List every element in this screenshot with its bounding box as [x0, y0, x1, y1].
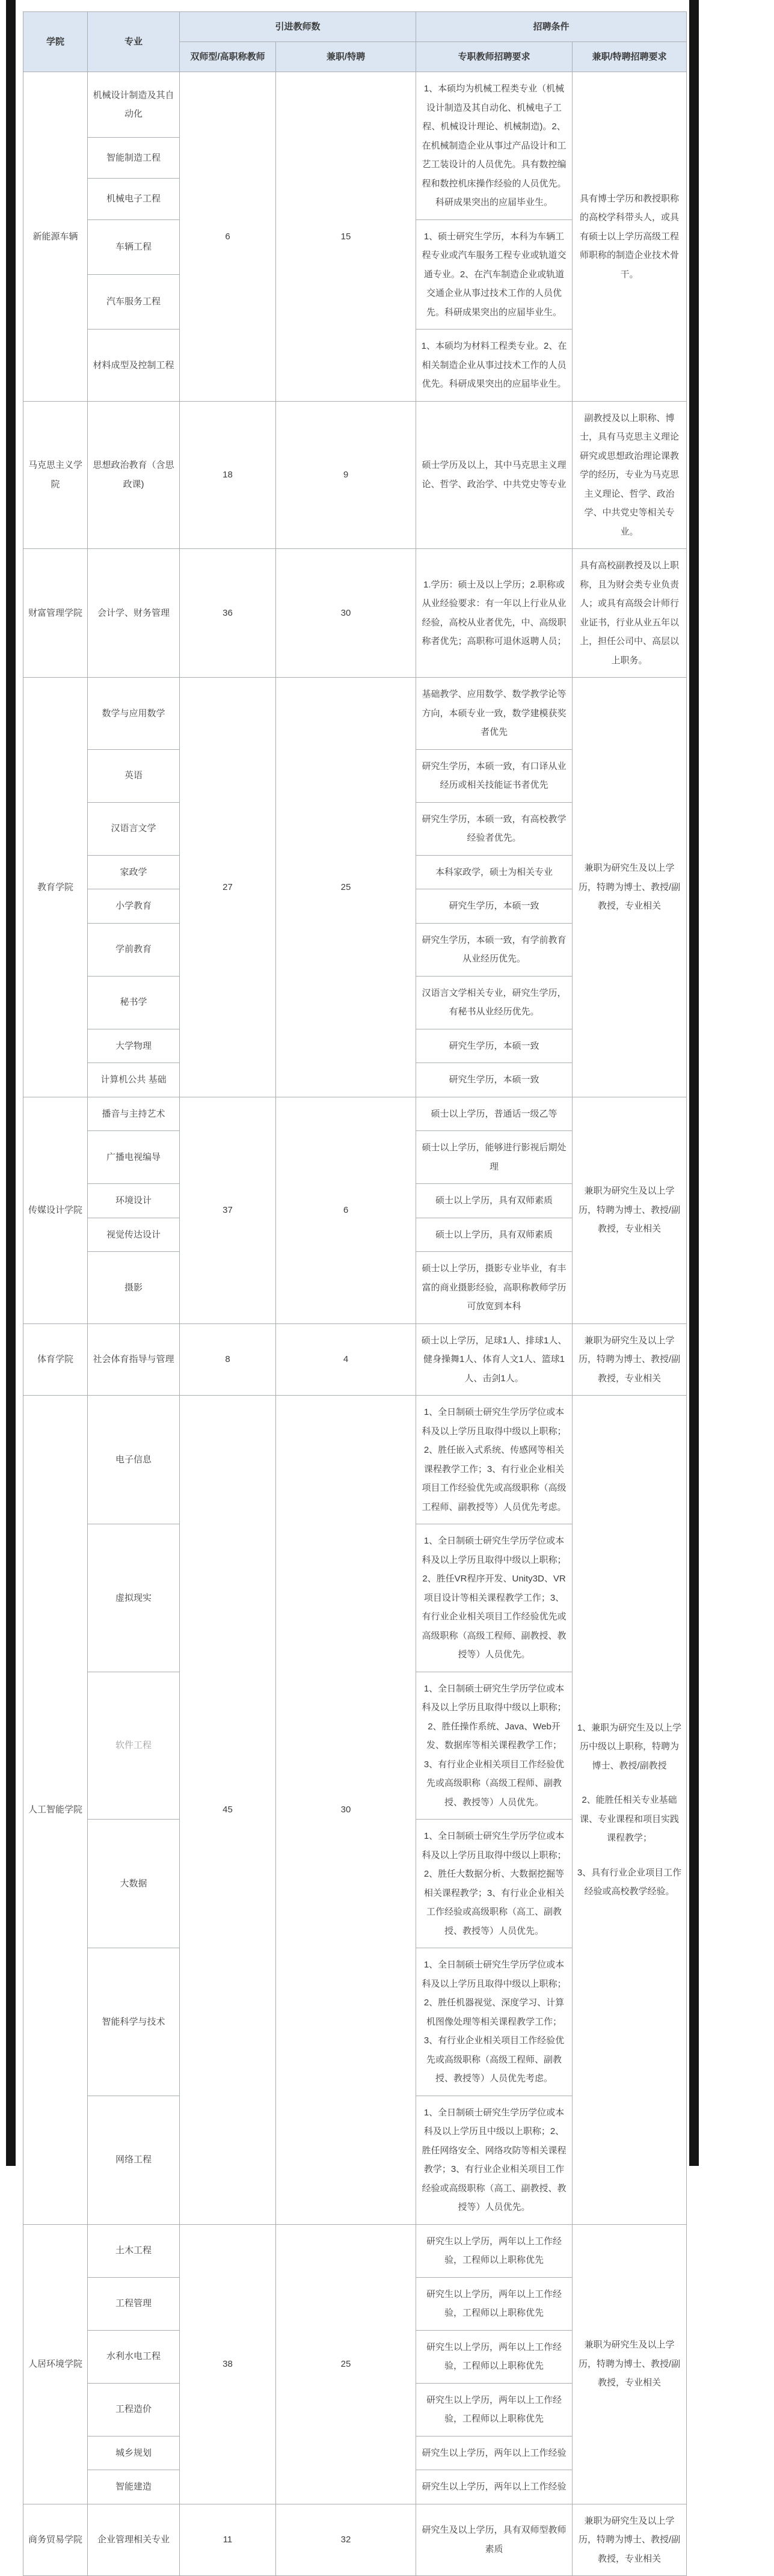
- major-cell: 视觉传达设计: [88, 1218, 180, 1252]
- major-cell: 智能科学与技术: [88, 1948, 180, 2096]
- major-cell: 秘书学: [88, 976, 180, 1029]
- major-cell: 大学物理: [88, 1029, 180, 1063]
- fulltime-req-cell: 本科家政学，硕士为相关专业: [416, 855, 573, 889]
- college-cell: 人居环境学院: [23, 2224, 88, 2504]
- major-cell: 汉语言文学: [88, 802, 180, 855]
- fulltime-req-cell: 基础教学、应用数学、数学教学论等方向，本硕专业一致，数学建模获奖者优先: [416, 678, 573, 750]
- dual-teacher-count-cell: 38: [180, 2224, 276, 2504]
- college-cell: 商务贸易学院: [23, 2504, 88, 2576]
- header-parttime-req: 兼职/特聘招聘要求: [573, 42, 687, 72]
- fulltime-req-cell: 1、本硕均为机械工程类专业（机械设计制造及其自动化、机械电子工程、机械设计理论、机械制造)。2、在机械制造企业从事过产品设计和工艺工装设计的人员优先。具有数控编程和数控机床操作经验的人员优先。科研成果突出的应届毕业生。: [416, 72, 573, 220]
- major-cell: 社会体育指导与管理: [88, 1323, 180, 1396]
- table-row: [23, 2504, 687, 2576]
- parttime-req-cell: [573, 401, 687, 549]
- major-cell: 智能建造: [88, 2470, 180, 2504]
- fulltime-req-cell: 研究生学历，本硕一致: [416, 1063, 573, 1097]
- header-dual-teacher: 双师型/高职称教师: [180, 42, 276, 72]
- parttime-req-paragraph: 兼职为研究生及以上学历，特聘为博士、教授/副教授，专业相关: [578, 2340, 681, 2388]
- fulltime-req-cell: 研究生以上学历，两年以上工作经验，工程师以上职称优先: [416, 2383, 573, 2436]
- major-cell: 城乡规划: [88, 2436, 180, 2470]
- fulltime-req-cell: 硕士以上学历，具有双师素质: [416, 1184, 573, 1218]
- fulltime-req-cell: 1、全日制硕士研究生学历学位或本科及以上学历且取得中级以上职称；2、胜任操作系统、Java、Web开发、数据库等相关课程教学工作；3、有行业企业相关项目工作经验优先或高级职称（高级工程师、副教授、教授等）人员优先。: [416, 1672, 573, 1820]
- major-cell: 思想政治教育（含思政课): [88, 401, 180, 549]
- major-cell: 广播电视编导: [88, 1131, 180, 1184]
- parttime-req-cell: [573, 1396, 687, 2225]
- parttime-count-cell: 30: [276, 1396, 416, 2225]
- parttime-count-cell: 9: [276, 401, 416, 549]
- dual-teacher-count-cell: 36: [180, 549, 276, 678]
- fulltime-req-cell: 研究生学历，本硕一致: [416, 1029, 573, 1063]
- fulltime-req-cell: 1、全日制硕士研究生学历学位或本科及以上学历且取得中级以上职称；2、胜任机器视觉、深度学习、计算机图像处理等相关课程教学工作；3、有行业企业相关项目工作经验优先或高级职称（高级工程师、副教授、教授等）人员优先考虑。: [416, 1948, 573, 2096]
- fulltime-req-cell: 硕士以上学历，普通话一级乙等: [416, 1097, 573, 1131]
- left-edge-bar: [6, 0, 16, 2166]
- fulltime-req-cell: 研究生以上学历，两年以上工作经验，工程师以上职称优先: [416, 2277, 573, 2330]
- major-cell: 智能制造工程: [88, 138, 180, 179]
- parttime-req-cell: [573, 2224, 687, 2504]
- table-row: [23, 72, 687, 138]
- major-cell: 数学与应用数学: [88, 678, 180, 750]
- fulltime-req-cell: 硕士以上学历，能够进行影视后期处理: [416, 1131, 573, 1184]
- fulltime-req-cell: 硕士以上学历，具有双师素质: [416, 1218, 573, 1252]
- fulltime-req-cell: 1、全日制硕士研究生学历学位或本科及以上学历且中级以上职称；2、胜任网络安全、网络攻防等相关课程教学；3、有行业企业相关项目工作经验或高级职称（高工、副教授、教授等）人员优先。: [416, 2096, 573, 2224]
- parttime-req-paragraph: 兼职为研究生及以上学历，特聘为博士、教授/副教授，专业相关: [578, 863, 681, 911]
- fulltime-req-cell: 1、本硕均为材料工程类专业。2、在相关制造企业从事过技术工作的人员优先。科研成果突出的应届毕业生。: [416, 330, 573, 402]
- header-intro-group: 引进教师数: [180, 12, 416, 42]
- parttime-req-paragraph: 兼职为研究生及以上学历，特聘为博士、教授/副教授，专业相关: [578, 2515, 681, 2564]
- major-cell: 大数据: [88, 1820, 180, 1948]
- major-cell: 虚拟现实: [88, 1524, 180, 1672]
- major-cell: 家政学: [88, 855, 180, 889]
- dual-teacher-count-cell: 8: [180, 1323, 276, 1396]
- college-cell: 新能源车辆: [23, 72, 88, 402]
- header-college: 学院: [23, 12, 88, 72]
- major-cell: 汽车服务工程: [88, 274, 180, 329]
- major-cell: 小学教育: [88, 889, 180, 924]
- fulltime-req-cell: 1、硕士研究生学历，本科为车辆工程专业或汽车服务工程专业或轨道交通专业。2、在汽车制造企业或轨道交通企业从事过技术工作的人员优先。科研成果突出的应届毕业生。: [416, 219, 573, 330]
- parttime-req-cell: [573, 72, 687, 402]
- parttime-req-paragraph: 1、兼职为研究生及以上学历中级以上职称，特聘为博士、教授/副教授: [577, 1722, 682, 1771]
- major-cell: 学前教育: [88, 923, 180, 976]
- major-cell: 土木工程: [88, 2224, 180, 2277]
- major-cell: 工程管理: [88, 2277, 180, 2330]
- fulltime-req-cell: 研究生及以上学历，具有双师型教师素质: [416, 2504, 573, 2576]
- major-cell: 网络工程: [88, 2096, 180, 2224]
- dual-teacher-count-cell: 18: [180, 401, 276, 549]
- fulltime-req-cell: 研究生以上学历，两年以上工作经验，工程师以上职称优先: [416, 2224, 573, 2277]
- fulltime-req-cell: 研究生学历，本硕一致: [416, 889, 573, 924]
- recruitment-table-container: [23, 11, 686, 2576]
- parttime-count-cell: 25: [276, 2224, 416, 2504]
- major-cell: 电子信息: [88, 1396, 180, 1524]
- header-parttime: 兼职/特聘: [276, 42, 416, 72]
- parttime-count-cell: 25: [276, 678, 416, 1097]
- major-cell: 车辆工程: [88, 219, 180, 274]
- parttime-req-cell: [573, 678, 687, 1097]
- header-major: 专业: [88, 12, 180, 72]
- major-cell: 摄影: [88, 1252, 180, 1324]
- table-row: [23, 1323, 687, 1396]
- fulltime-req-cell: 研究生学历，本硕一致，有学前教育从业经历优先。: [416, 923, 573, 976]
- parttime-req-paragraph: 具有高校副教授及以上职称，且为财会类专业负责人；或具有高级会计师行业证书，行业从业五年以上，担任公司中、高层以上职务。: [580, 560, 680, 666]
- table-body: [23, 72, 687, 2576]
- dual-teacher-count-cell: 11: [180, 2504, 276, 2576]
- table-row: [23, 678, 687, 750]
- dual-teacher-count-cell: 6: [180, 72, 276, 402]
- parttime-count-cell: 32: [276, 2504, 416, 2576]
- fulltime-req-cell: 硕士学历及以上，其中马克思主义理论、哲学、政治学、中共党史等专业: [416, 401, 573, 549]
- parttime-req-paragraph: 具有博士学历和教授职称的高校学科带头人，或具有硕士以上学历高级工程师职称的制造企业技术骨干。: [580, 193, 680, 280]
- parttime-req-paragraph: 2、能胜任相关专业基础课、专业课程和项目实践课程教学；: [580, 1795, 680, 1844]
- college-cell: 教育学院: [23, 678, 88, 1097]
- parttime-req-cell: [573, 1097, 687, 1323]
- major-cell: 环境设计: [88, 1184, 180, 1218]
- major-cell: 水利水电工程: [88, 2330, 180, 2383]
- major-cell: 播音与主持艺术: [88, 1097, 180, 1131]
- header-fulltime-req: 专职教师招聘要求: [416, 42, 573, 72]
- major-cell: 计算机公共 基础: [88, 1063, 180, 1097]
- parttime-req-paragraph: 副教授及以上职称、博士，具有马克思主义理论研究或思想政治理论课教学的经历，专业为马克思主义理论、哲学、政治学、中共党史等相关专业。: [580, 412, 680, 537]
- parttime-req-paragraph: 3、具有行业企业项目工作经验或高校教学经验。: [577, 1867, 682, 1897]
- fulltime-req-cell: 研究生以上学历，两年以上工作经验: [416, 2436, 573, 2470]
- fulltime-req-cell: 研究生以上学历，两年以上工作经验，工程师以上职称优先: [416, 2330, 573, 2383]
- major-cell: 英语: [88, 749, 180, 802]
- major-cell: 工程造价: [88, 2383, 180, 2436]
- fulltime-req-cell: 硕士以上学历，足球1人、排球1人、健身操舞1人、体育人文1人、篮球1人、击剑1人。: [416, 1323, 573, 1396]
- fulltime-req-cell: 研究生以上学历，两年以上工作经验: [416, 2470, 573, 2504]
- fulltime-req-cell: 1、全日制硕士研究生学历学位或本科及以上学历且取得中级以上职称；2、胜任VR程序开发、Unity3D、VR项目设计等相关课程教学工作；3、有行业企业相关项目工作经验优先或高级职称（高级工程师、副教授、教授等）人员优先。: [416, 1524, 573, 1672]
- header-conditions-group: 招聘条件: [416, 12, 687, 42]
- table-row: [23, 1396, 687, 1524]
- fulltime-req-cell: 1.学历：硕士及以上学历；2.职称或从业经验要求：有一年以上行业从业经验，高校从业者优先，中、高级职称者优先；高职称可退休返聘人员；: [416, 549, 573, 678]
- major-cell: 材料成型及控制工程: [88, 330, 180, 402]
- parttime-count-cell: 4: [276, 1323, 416, 1396]
- table-header: [23, 12, 687, 72]
- dual-teacher-count-cell: 27: [180, 678, 276, 1097]
- major-cell: 企业管理相关专业: [88, 2504, 180, 2576]
- right-edge-bar: [689, 0, 699, 2166]
- parttime-req-paragraph: 兼职为研究生及以上学历，特聘为博士、教授/副教授，专业相关: [578, 1335, 681, 1384]
- recruitment-table: [23, 11, 687, 2576]
- parttime-count-cell: 30: [276, 549, 416, 678]
- parttime-count-cell: 6: [276, 1097, 416, 1323]
- fulltime-req-cell: 汉语言文学相关专业，研究生学历，有秘书从业经历优先。: [416, 976, 573, 1029]
- table-row: [23, 401, 687, 549]
- parttime-req-paragraph: 兼职为研究生及以上学历，特聘为博士、教授/副教授，专业相关: [578, 1186, 681, 1234]
- fulltime-req-cell: 硕士以上学历，摄影专业毕业，有丰富的商业摄影经验，高职称教师学历可放宽到本科: [416, 1252, 573, 1324]
- major-cell: 软件工程: [88, 1672, 180, 1820]
- table-row: [23, 549, 687, 678]
- table-row: [23, 2224, 687, 2277]
- college-cell: 人工智能学院: [23, 1396, 88, 2225]
- dual-teacher-count-cell: 37: [180, 1097, 276, 1323]
- major-cell: 机械电子工程: [88, 179, 180, 219]
- college-cell: 财富管理学院: [23, 549, 88, 678]
- parttime-req-cell: [573, 2504, 687, 2576]
- fulltime-req-cell: 1、全日制硕士研究生学历学位或本科及以上学历且取得中级以上职称；2、胜任大数据分析、大数据挖掘等相关课程教学；3、有行业企业相关工作经验或高级职称（高工、副教授、教授等）人员优先。: [416, 1820, 573, 1948]
- fulltime-req-cell: 研究生学历，本硕一致，有口译从业经历或相关技能证书者优先: [416, 749, 573, 802]
- parttime-req-cell: [573, 549, 687, 678]
- parttime-req-cell: [573, 1323, 687, 1396]
- college-cell: 马克思主义学院: [23, 401, 88, 549]
- dual-teacher-count-cell: 45: [180, 1396, 276, 2225]
- college-cell: 传媒设计学院: [23, 1097, 88, 1323]
- fulltime-req-cell: 研究生学历，本硕一致，有高校教学经验者优先。: [416, 802, 573, 855]
- college-cell: 体育学院: [23, 1323, 88, 1396]
- major-cell: 机械设计制造及其自动化: [88, 72, 180, 138]
- parttime-count-cell: 15: [276, 72, 416, 402]
- major-cell: 会计学、财务管理: [88, 549, 180, 678]
- fulltime-req-cell: 1、全日制硕士研究生学历学位或本科及以上学历且取得中级以上职称；2、胜任嵌入式系统、传感网等相关课程教学工作；3、有行业企业相关项目工作经验优先或高级职称（高级工程师、副教授等）人员优先考虑。: [416, 1396, 573, 1524]
- table-row: [23, 1097, 687, 1131]
